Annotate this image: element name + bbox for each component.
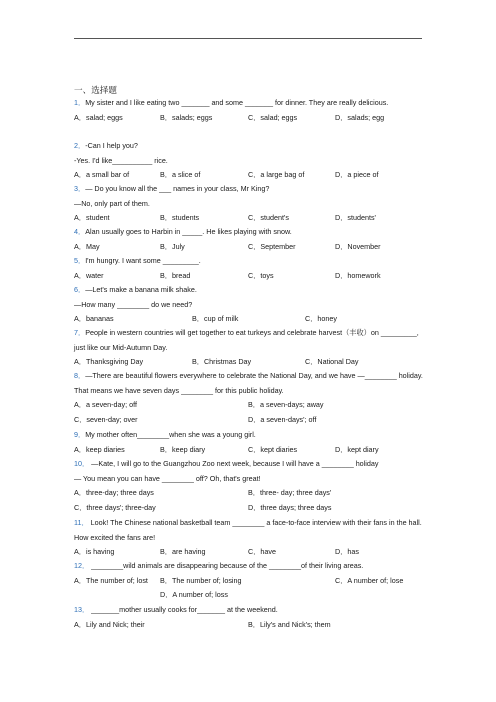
question-number: 6．	[74, 285, 86, 294]
question-5	[74, 254, 426, 283]
option-d[interactable]: D．homework	[335, 270, 381, 280]
options-row	[74, 545, 426, 560]
question-12	[74, 559, 426, 603]
options-row	[74, 413, 426, 428]
option-a[interactable]: A．three-day; three days	[74, 488, 154, 498]
question-2	[74, 139, 426, 183]
option-b[interactable]: B．a seven-days; away	[248, 400, 324, 410]
options-row	[74, 355, 426, 370]
options-row	[74, 443, 426, 458]
option-a[interactable]: A．Lily and Nick; their	[74, 619, 145, 629]
question-stem: 13． _______mother usually cooks for_______ at the weekend.	[74, 605, 278, 614]
option-c[interactable]: C．honey	[305, 314, 337, 324]
question-13	[74, 603, 426, 632]
option-a[interactable]: A．The number of; lost	[74, 575, 148, 585]
question-number: 5．	[74, 256, 86, 265]
option-b[interactable]: B．salads; eggs	[160, 112, 213, 122]
option-a[interactable]: A．keep diaries	[74, 444, 125, 454]
section-title: 一、选择题	[74, 85, 117, 95]
question-extra: —How many ________ do we need?	[74, 299, 193, 309]
question-stem: 1．My sister and I like eating two _______ and some _______ for dinner. They are really delicious.	[74, 98, 389, 107]
option-a[interactable]: A．is having	[74, 547, 115, 557]
question-extra: -Yes. I'd like__________ rice.	[74, 155, 168, 165]
question-number: 2．	[74, 141, 86, 150]
option-d[interactable]: D．has	[335, 547, 359, 557]
option-d[interactable]: D．three days; three days	[248, 503, 332, 513]
option-a[interactable]: A．bananas	[74, 314, 114, 324]
options-row	[74, 111, 426, 126]
option-b[interactable]: B．Christmas Day	[192, 357, 252, 367]
question-number: 7．	[74, 328, 86, 337]
option-d[interactable]: D．A number of; loss	[160, 590, 228, 600]
option-a[interactable]: A．May	[74, 241, 100, 251]
header-rule	[74, 38, 422, 39]
question-stem: 11． Look! The Chinese national basketball team ________ a face-to-face interview with their fans in the hall. How excited the fans are!	[74, 518, 422, 542]
option-b[interactable]: B．keep diary	[160, 444, 206, 454]
question-stem: 3．— Do you know all the ___ names in your class, Mr King?	[74, 184, 270, 193]
question-stem: 7．People in western countries will get together to eat turkeys and celebrate harvest（丰收）on _________, just like our Mid-Autumn Day.	[74, 328, 419, 352]
question-number: 11．	[74, 518, 89, 527]
option-d[interactable]: D．November	[335, 241, 381, 251]
options-row	[74, 574, 426, 589]
question-1	[74, 96, 426, 125]
options-row	[74, 398, 426, 413]
question-extra: — You mean you can have ________ off? Oh, that's great!	[74, 473, 261, 483]
options-row	[74, 312, 426, 327]
option-c[interactable]: C．a large bag of	[248, 170, 305, 180]
question-10	[74, 457, 426, 516]
question-stem: 2．-Can I help you?	[74, 141, 138, 150]
question-number: 10．	[74, 459, 90, 468]
option-b[interactable]: B．students	[160, 213, 200, 223]
options-row	[74, 618, 426, 633]
option-c[interactable]: C．National Day	[305, 357, 359, 367]
question-stem: 12． ________wild animals are disappearing because of the ________of their living areas.	[74, 561, 364, 570]
question-stem: 6．—Let's make a banana milk shake.	[74, 285, 197, 294]
question-number: 12．	[74, 561, 90, 570]
option-d[interactable]: D．kept diary	[335, 444, 379, 454]
options-row	[74, 269, 426, 284]
option-a[interactable]: A．a seven-day; off	[74, 400, 137, 410]
option-c[interactable]: C．toys	[248, 270, 274, 280]
options-row	[74, 168, 426, 183]
option-d[interactable]: D．a seven-days'; off	[248, 415, 317, 425]
option-a[interactable]: A．a small bar of	[74, 170, 130, 180]
option-d[interactable]: D．salads; egg	[335, 112, 385, 122]
option-d[interactable]: D．students'	[335, 213, 376, 223]
question-9	[74, 428, 426, 457]
question-4	[74, 225, 426, 254]
question-extra: —No, only part of them.	[74, 198, 150, 208]
question-number: 1．	[74, 98, 86, 107]
question-8	[74, 369, 426, 428]
question-7	[74, 326, 426, 370]
option-a[interactable]: A．salad; eggs	[74, 112, 123, 122]
question-number: 13．	[74, 605, 90, 614]
question-stem: 10． —Kate, I will go to the Guangzhou Zoo next week, because I will have a ________ holiday	[74, 459, 379, 468]
question-stem: 8．—There are beautiful flowers everywhere to celebrate the National Day, and we have —________ holiday. That means we have seven days ________ for this public holiday.	[74, 371, 423, 395]
options-row	[74, 211, 426, 226]
question-3	[74, 182, 426, 226]
option-b[interactable]: B．a slice of	[160, 170, 201, 180]
option-d[interactable]: D．a piece of	[335, 170, 379, 180]
option-a[interactable]: A．student	[74, 213, 110, 223]
option-b[interactable]: B．The number of; losing	[160, 575, 242, 585]
options-row	[74, 486, 426, 501]
question-11	[74, 516, 426, 560]
question-number: 9．	[74, 430, 86, 439]
option-a[interactable]: A．Thanksgiving Day	[74, 357, 144, 367]
option-c[interactable]: C．salad; eggs	[248, 112, 298, 122]
option-c[interactable]: C．have	[248, 547, 276, 557]
option-c[interactable]: C．A number of; lose	[335, 575, 404, 585]
option-c[interactable]: C．three days'; three-day	[74, 503, 156, 513]
question-6	[74, 283, 426, 327]
option-b[interactable]: B．July	[160, 241, 185, 251]
option-c[interactable]: C．student's	[248, 213, 289, 223]
option-b[interactable]: B．cup of milk	[192, 314, 239, 324]
question-stem: 4．Alan usually goes to Harbin in _____. He likes playing with snow.	[74, 227, 292, 236]
question-stem: 5．I'm hungry. I want some _________.	[74, 256, 201, 265]
option-c[interactable]: C．September	[248, 241, 296, 251]
question-number: 8．	[74, 371, 86, 380]
option-c[interactable]: C．kept diaries	[248, 444, 298, 454]
option-b[interactable]: B．are having	[160, 547, 206, 557]
question-number: 3．	[74, 184, 86, 193]
question-stem: 9．My mother often________when she was a young girl.	[74, 430, 256, 439]
option-a[interactable]: A．water	[74, 270, 104, 280]
options-row	[74, 501, 426, 516]
option-b[interactable]: B．bread	[160, 270, 191, 280]
question-number: 4．	[74, 227, 86, 236]
options-row	[74, 588, 426, 603]
option-b[interactable]: B．three- day; three days'	[248, 488, 332, 498]
option-b[interactable]: B．Lily's and Nick's; them	[248, 619, 331, 629]
options-row	[74, 240, 426, 255]
option-c[interactable]: C．seven-day; over	[74, 415, 138, 425]
